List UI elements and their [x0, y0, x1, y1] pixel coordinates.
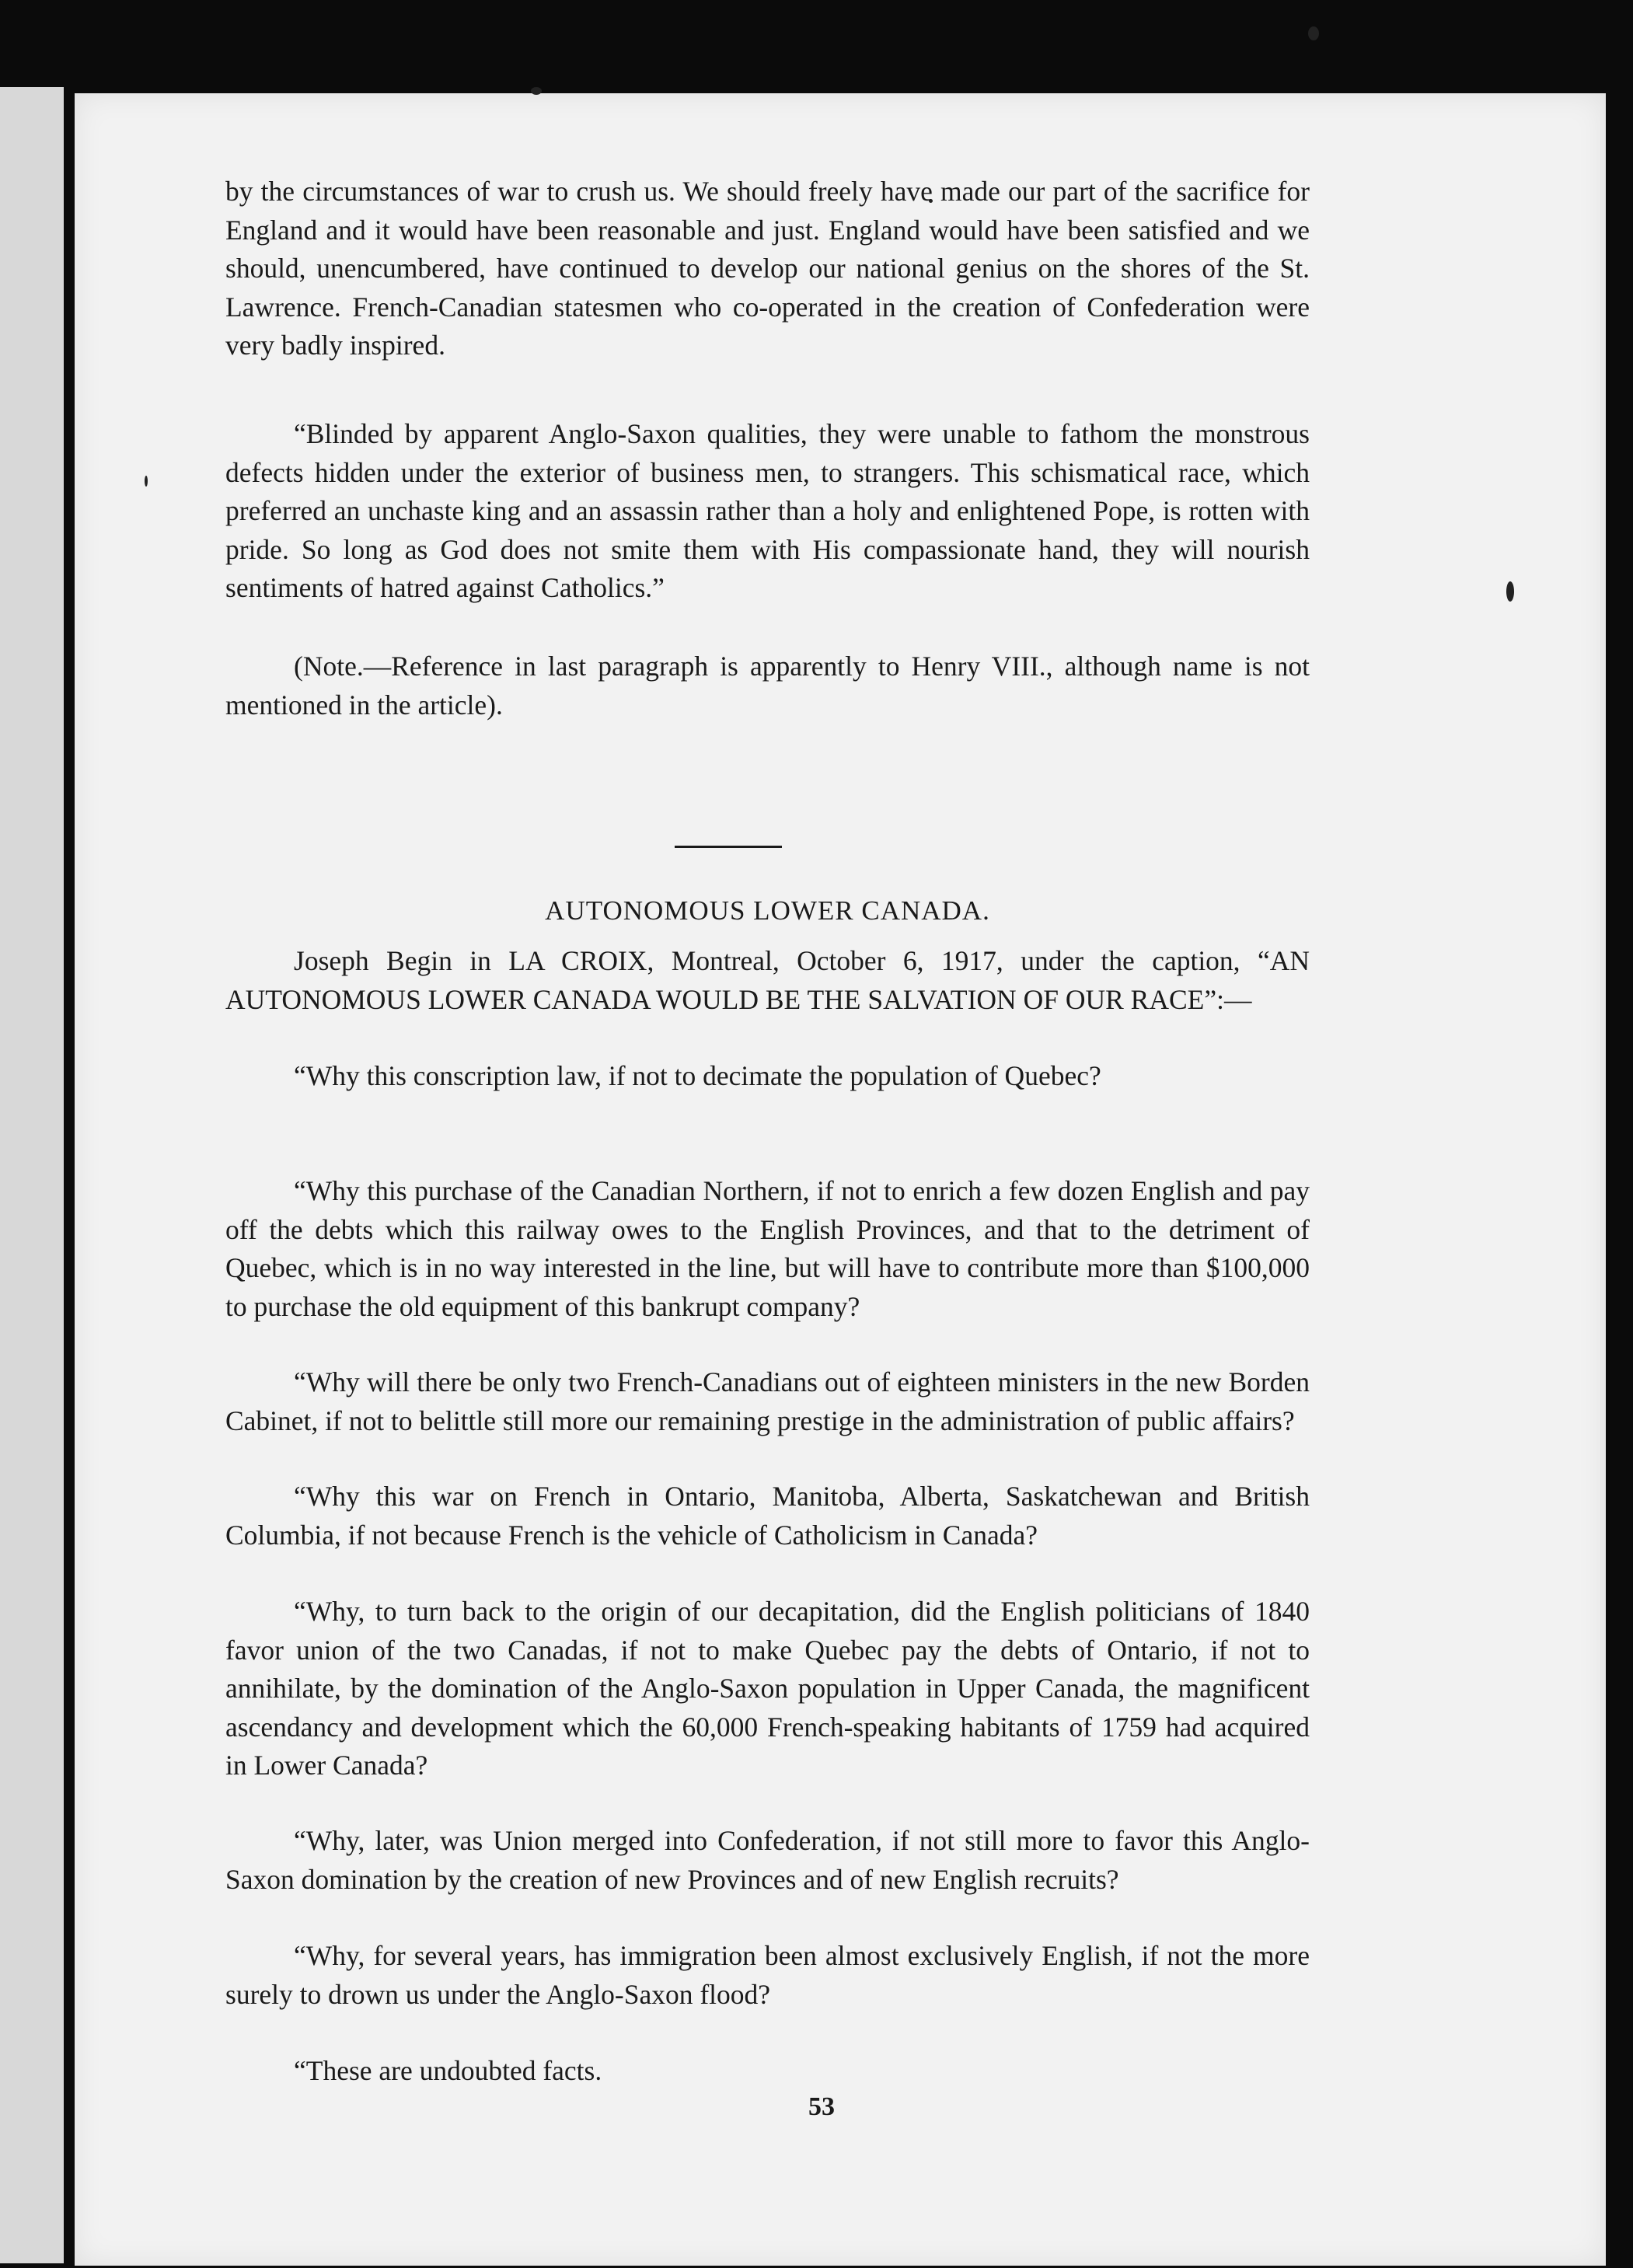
question-paragraph	[225, 1593, 1310, 1785]
section-divider	[675, 846, 782, 848]
blinded-quote-text: “Blinded by apparent Anglo-Saxon qualities, they were unable to fathom the monstrous defects hidden under the exterior of business men, to strangers. This schismatical race, which preferred an unchaste king and an assassin rather than a holy and enlightened Pope, is rotten with pride. So long as God does not smite them with His compassionate hand, they will nourish sentiments of hatred against Catholics.”	[225, 418, 1310, 603]
blinded-paragraph	[225, 415, 1310, 608]
question-paragraph	[225, 1937, 1310, 2014]
continuation-paragraph	[225, 173, 1310, 365]
question-text: “Why this war on French in Ontario, Manitoba, Alberta, Saskatchewan and British Columbia, if not because French is the vehicle of Catholicism in Canada?	[225, 1481, 1310, 1551]
question-text: “Why this purchase of the Canadian Northern, if not to enrich a few dozen English and pay off the debts which this railway owes to the English Provinces, and that to the detriment of Quebec, which is in no way interested in the line, but will have to contribute more than $100,000 to purchase the old equipment of this bankrupt company?	[225, 1175, 1310, 1322]
page-number: 53	[808, 2092, 835, 2121]
question-paragraph	[225, 1172, 1310, 1326]
question-paragraph	[225, 2052, 1310, 2091]
question-paragraph	[225, 1478, 1310, 1554]
question-text: “Why, for several years, has immigration been almost exclusively English, if not the more surely to drown us under the Anglo-Saxon flood?	[225, 1940, 1310, 2010]
speck-mark	[531, 87, 542, 95]
speck-mark	[1308, 26, 1319, 40]
continuation-text: by the circumstances of war to crush us. We should freely have made our part of the sacrifice for England and it would have been reasonable and just. England would have been satisfied and we should, unencumbered, have continued to develop our national genius on the shores of the St. Lawrence. French-Canadian statesmen who co-operated in the creation of Confederation were very badly inspired.	[225, 176, 1310, 361]
question-text: “Why, later, was Union merged into Confederation, if not still more to favor this Anglo-Saxon domination by the creation of new Provinces and of new English recruits?	[225, 1825, 1310, 1895]
section-heading: AUTONOMOUS LOWER CANADA.	[545, 895, 990, 926]
question-paragraph	[225, 1822, 1310, 1899]
question-text: “Why will there be only two French-Canadians out of eighteen ministers in the new Borden Cabinet, if not to belittle still more our remaining prestige in the administration of public affairs?	[225, 1366, 1310, 1436]
speck-mark	[1506, 581, 1514, 602]
facing-page-edge	[0, 87, 64, 2263]
intro-paragraph	[225, 942, 1310, 1019]
speck-mark	[145, 476, 148, 487]
question-text: “Why this conscription law, if not to decimate the population of Quebec?	[294, 1060, 1101, 1091]
intro-text: Joseph Begin in LA CROIX, Montreal, October 6, 1917, under the caption, “AN AUTONOMOUS LOWER CANADA WOULD BE THE SALVATION OF OUR RACE”:—	[225, 945, 1310, 1015]
question-paragraph	[225, 1363, 1310, 1440]
question-text: “These are undoubted facts.	[294, 2055, 602, 2086]
question-paragraph	[225, 1057, 1310, 1096]
question-text: “Why, to turn back to the origin of our decapitation, did the English politicians of 1840 favor union of the two Canadas, if not to make Quebec pay the debts of Ontario, if not to annihilate, by the domination of the Anglo-Saxon population in Upper Canada, the magnificent ascendancy and development which the 60,000 French-speaking habitants of 1759 had acquired in Lower Canada?	[225, 1596, 1310, 1781]
note-text: (Note.—Reference in last paragraph is apparently to Henry VIII., although name is not mentioned in the article).	[225, 651, 1310, 721]
note-paragraph	[225, 647, 1310, 724]
